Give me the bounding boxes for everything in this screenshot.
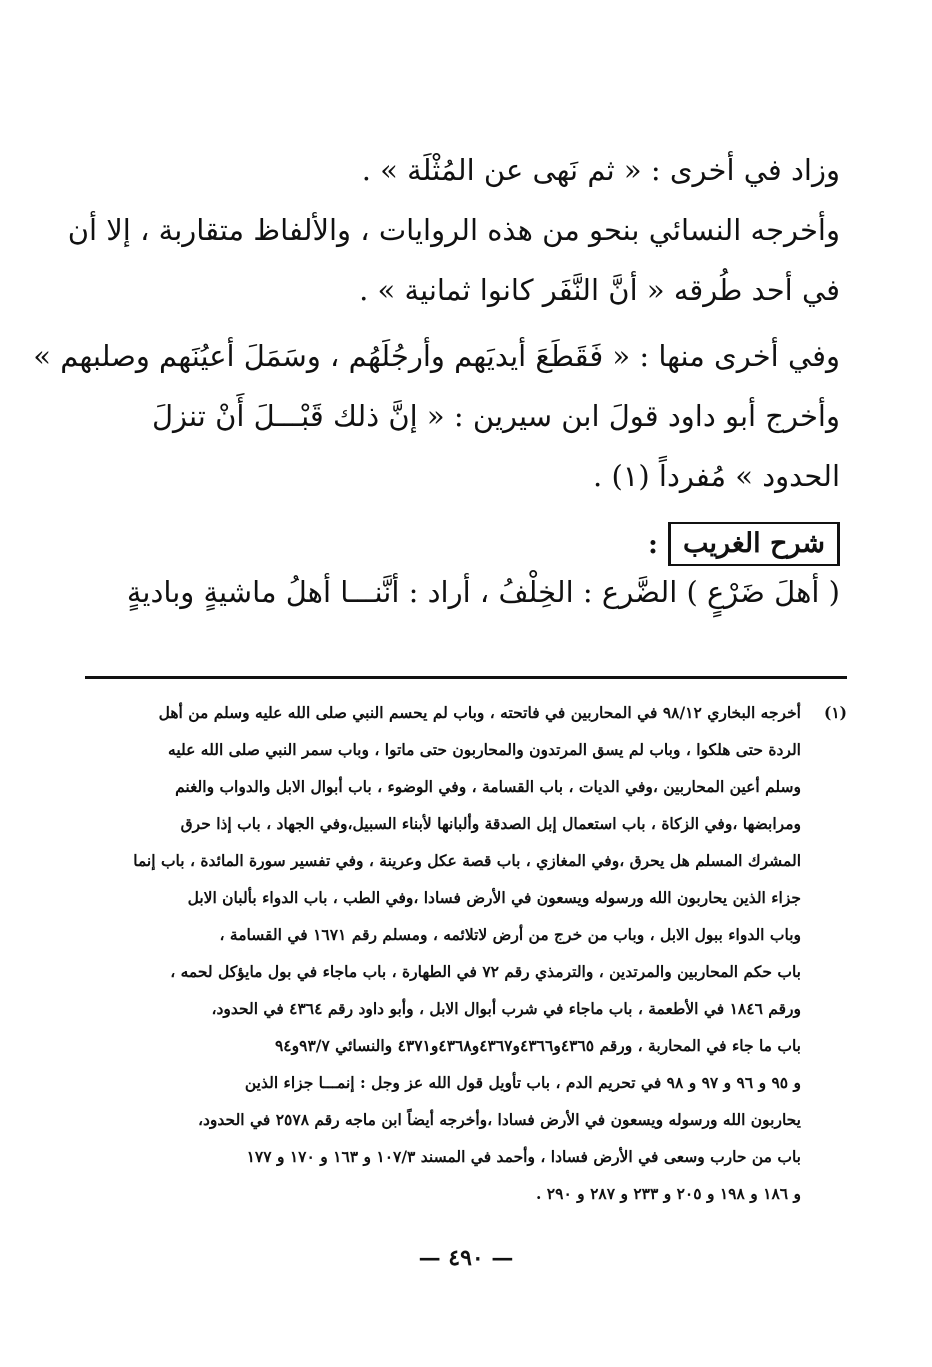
footnote-line: باب من حارب وسعى في الأرض فسادا ، وأحمد في المسند ١٠٧/٣ و ١٦٣ و ١٧٠ و ١٧٧	[246, 1147, 801, 1166]
footnote-line: يحاربون الله ورسوله ويسعون في الأرض فسادا ،وأخرجه أيضاً ابن ماجه رقم ٢٥٧٨ في الحدود،	[198, 1110, 801, 1129]
section-heading-label: شرح الغريب	[668, 522, 840, 566]
footnote-line: الردة حتى هلكوا ، وباب لم يسق المرتدون والمحاربون حتى ماتوا ، وباب سمر النبي صلى الله عليه	[168, 740, 801, 759]
footnote-line: وباب الدواء ببول الابل ، وباب من خرج من أرض لاتلائمه ، ومسلم رقم ١٦٧١ في القسامة ،	[219, 925, 801, 944]
section-heading	[85, 516, 840, 572]
main-line: وزاد في أخرى : « ثم نَهى عن المُثْلَة » .	[361, 153, 840, 187]
main-line: في أحد طُرقه « أنَّ النَّفَر كانوا ثمانية » .	[359, 273, 840, 307]
footnote-line: باب حكم المحاربين والمرتدين ، والترمذي رقم ٧٢ في الطهارة ، باب ماجاء في بول مايؤكل لحمه ،	[170, 962, 801, 981]
main-text	[33, 150, 840, 632]
main-line: الحدود » مُفرداً (١) .	[593, 459, 840, 493]
footnote-line: و ١٨٦ و ١٩٨ و ٢٠٥ و ٢٣٣ و ٢٨٧ و ٢٩٠ .	[536, 1184, 801, 1203]
footnote-line: وسلم أعين المحاربين ،وفي الديات ، باب القسامة ، وفي الوضوء ، باب أبوال الابل والدواب والغنم	[175, 777, 801, 796]
footnotes	[85, 694, 847, 1212]
footnote-line	[85, 694, 847, 731]
main-line: وأخرجه النسائي بنحو من هذه الروايات ، والألفاظ متقاربة ، إلا أن	[67, 213, 840, 247]
main-line: وأخرج أبو داود قولَ ابن سيرين : « إنَّ ذلك قَبْـــلَ أَنْ تنزلَ	[151, 399, 840, 433]
footnote-divider	[85, 676, 847, 679]
footnote-line: و ٩٥ و ٩٦ و ٩٧ و ٩٨ في تحريم الدم ، باب تأويل قول الله عز وجل : إنمـــا جزاء الذين	[244, 1073, 801, 1092]
footnote-line: ورقم ١٨٤٦ في الأطعمة ، باب ماجاء في شرب أبوال الابل ، وأبو داود رقم ٤٣٦٤ في الحدود،	[211, 999, 801, 1018]
footnote-line: جزاء الذين يحاربون الله ورسوله ويسعون في الأرض فسادا ،وفي الطب ، باب الدواء بألبان الابل	[187, 888, 801, 907]
footnote-marker: (١)	[823, 703, 847, 722]
main-line: وفي أخرى منها : « فَقَطَعَ أيديَهم وأرجُلَهُم ، وسَمَلَ أعيُنَهم وصلبهم »	[33, 339, 840, 373]
footnote-line: المشرك المسلم هل يحرق ،وفي المغازي ، باب قصة عكل وعرينة ، وفي تفسير سورة المائدة ، باب إنما	[133, 851, 801, 870]
section-heading-colon: :	[648, 528, 658, 560]
page-number: — ٤٩٠ —	[418, 1245, 514, 1271]
definition-line: ( أهلَ ضَرْعٍ ) الضَّرع : الخِلْفُ ، أراد : أنَّنـــا أهلُ ماشيةٍ وباديةٍ	[126, 575, 840, 609]
footnote-text: أخرجه البخاري ٩٨/١٢ في المحاربين في فاتحته ، وباب لم يحسم النبي صلى الله عليه وسلم من أهل	[158, 703, 801, 722]
footnote-line: باب ما جاء في المحاربة ، ورقم ٤٣٦٥و٤٣٦٦و٤٣٦٧و٤٣٦٨و٤٣٧١ والنسائي ٩٣/٧و٩٤	[274, 1036, 801, 1055]
footnote-line: ومرابضها ،وفي الزكاة ، باب استعمال إبل الصدقة وألبانها لأبناء السبيل،وفي الجهاد ، باب إذا حرق	[180, 814, 801, 833]
